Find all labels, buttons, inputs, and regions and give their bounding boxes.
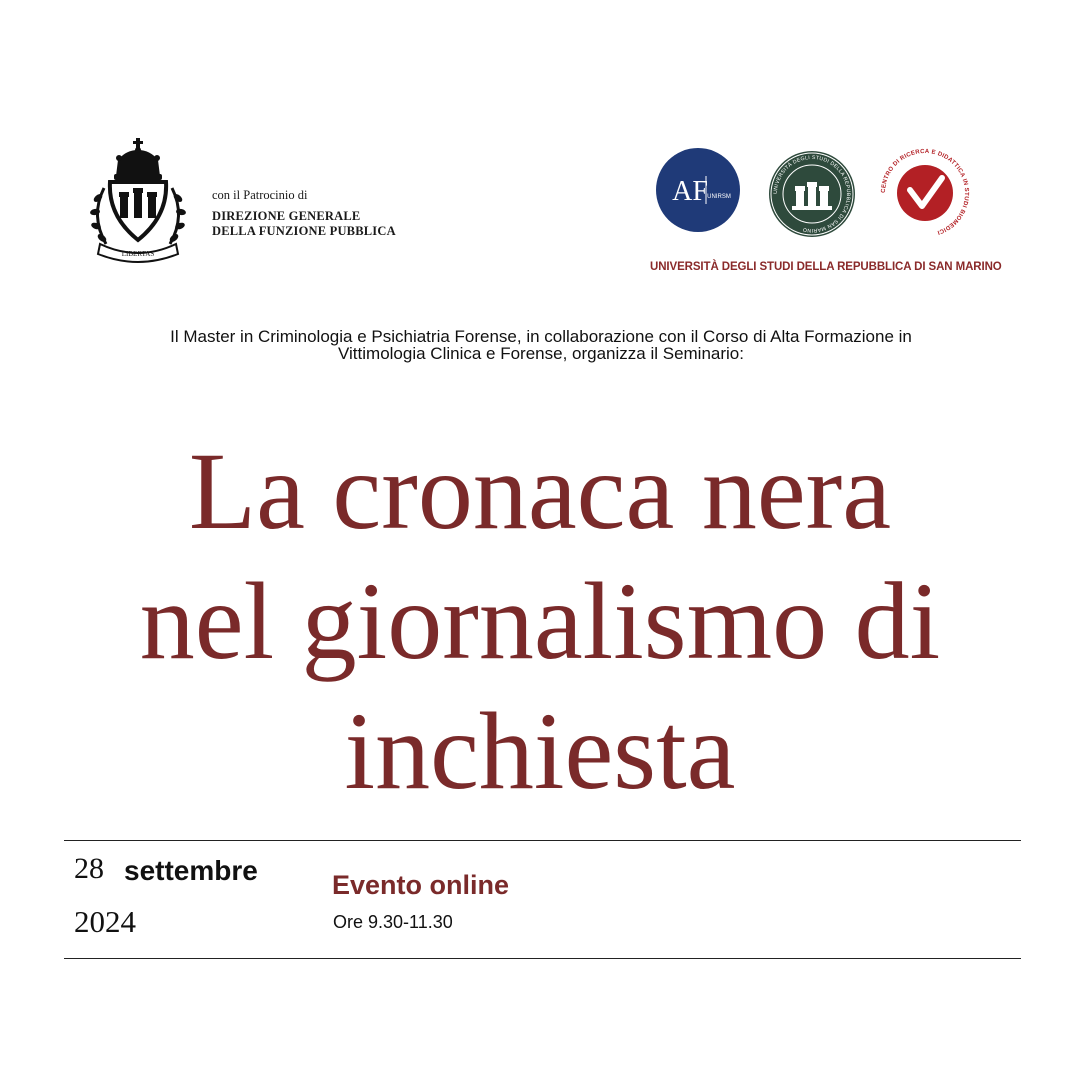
patronage-block	[212, 187, 396, 239]
intro-text	[60, 328, 1022, 362]
coat-motto: LIBERTAS	[121, 250, 155, 258]
patronage-org-line2: DELLA FUNZIONE PUBBLICA	[212, 224, 396, 238]
research-centre-ring-text: CENTRO DI RICERCA E DIDATTICA IN STUDI BIOMEDICI	[880, 148, 970, 236]
title-line2: nel giornalismo di	[139, 560, 941, 682]
coat-of-arms-logo	[86, 136, 190, 266]
divider-top	[64, 840, 1021, 841]
research-centre-logo	[880, 148, 970, 238]
seminar-title	[0, 426, 1080, 816]
university-seal-logo	[768, 150, 856, 238]
title-line3: inchiesta	[344, 690, 736, 812]
patronage-prefix: con il Patrocinio di	[212, 188, 308, 202]
event-time: Ore 9.30-11.30	[333, 912, 453, 932]
university-name: UNIVERSITÀ DEGLI STUDI DELLA REPUBBLICA DI SAN MARINO	[650, 261, 1002, 273]
intro-line2: Vittimologia Clinica e Forense, organizza il Seminario:	[338, 344, 744, 363]
af-logo-main: AF	[672, 176, 708, 207]
divider-bottom	[64, 958, 1021, 959]
patronage-org-line1: DIREZIONE GENERALE	[212, 209, 361, 223]
event-month: settembre	[124, 855, 258, 886]
event-type: Evento online	[332, 870, 510, 900]
af-logo	[656, 148, 740, 232]
university-seal-ring-text: UNIVERSITÀ DEGLI STUDI DELLA REPUBBLICA DI SAN MARINO	[772, 154, 852, 234]
af-logo-sub: UNIRSM	[707, 194, 731, 200]
title-line1: La cronaca nera	[188, 430, 892, 552]
event-day: 28	[74, 852, 104, 885]
intro-line1: Il Master in Criminologia e Psichiatria Forense, in collaborazione con il Corso di Alta Formazione in	[170, 327, 912, 346]
event-year: 2024	[74, 904, 136, 939]
